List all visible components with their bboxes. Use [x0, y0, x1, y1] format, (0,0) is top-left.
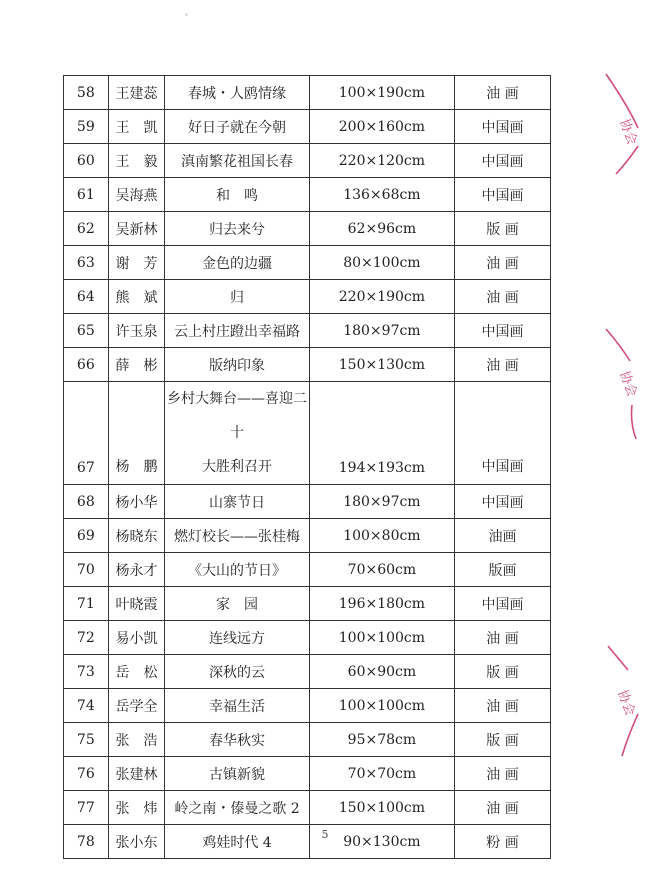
artwork-title: 和 鸣 — [165, 178, 309, 212]
artwork-size: 100×100cm — [309, 621, 454, 655]
table-row — [64, 348, 551, 382]
artwork-title-line: 大胜利召开 — [202, 459, 273, 475]
artwork-medium: 中国画 — [455, 314, 551, 348]
entry-number: 65 — [64, 314, 109, 348]
artwork-medium: 油 画 — [455, 621, 551, 655]
speck — [185, 13, 188, 16]
artist-name: 王建蕊 — [108, 76, 165, 110]
entry-number: 61 — [64, 178, 109, 212]
table-row — [64, 314, 551, 348]
table-row — [64, 178, 551, 212]
artwork-size: 150×130cm — [309, 348, 454, 382]
entry-number: 75 — [64, 723, 109, 757]
artwork-medium: 油画 — [455, 519, 551, 553]
artwork-title: 归 — [165, 280, 309, 314]
entry-number: 76 — [64, 757, 109, 791]
artwork-medium: 版画 — [455, 553, 551, 587]
entry-number: 74 — [64, 689, 109, 723]
table-row — [64, 519, 551, 553]
artwork-size: 90×130cm — [309, 825, 454, 859]
entry-number: 70 — [64, 553, 109, 587]
table-row — [64, 655, 551, 689]
artwork-medium: 油 画 — [455, 348, 551, 382]
seal-stamp-1 — [598, 66, 650, 147]
artwork-title: 深秋的云 — [165, 655, 309, 689]
artwork-medium: 油 画 — [455, 246, 551, 280]
entry-number: 72 — [64, 621, 109, 655]
artwork-title: 归去来兮 — [165, 212, 309, 246]
artwork-title-line: 乡村大舞台——喜迎二十 — [167, 391, 308, 441]
table-row — [64, 110, 551, 144]
artwork-size: 100×190cm — [309, 76, 454, 110]
artist-name: 叶晓霞 — [108, 587, 165, 621]
entry-number: 60 — [64, 144, 109, 178]
artwork-title: 金色的边疆 — [165, 246, 309, 280]
artwork-size: 100×100cm — [309, 689, 454, 723]
seal-stamp-2 — [598, 325, 650, 399]
artwork-title: 春城・人鸥情缘 — [165, 76, 309, 110]
artist-name: 易小凯 — [108, 621, 165, 655]
artist-name: 张 炜 — [108, 791, 165, 825]
artwork-medium: 粉 画 — [455, 825, 551, 859]
artwork-size: 220×190cm — [309, 280, 454, 314]
table-row — [64, 553, 551, 587]
seal-stamp-3 — [598, 640, 650, 718]
artwork-medium: 油 画 — [455, 689, 551, 723]
artwork-title: 《大山的节日》 — [165, 553, 309, 587]
artist-name: 王 凯 — [108, 110, 165, 144]
artwork-size: 95×78cm — [309, 723, 454, 757]
table-body — [64, 76, 551, 859]
entry-number: 62 — [64, 212, 109, 246]
artist-name: 杨 鹏 — [108, 382, 165, 485]
artwork-title: 版纳印象 — [165, 348, 309, 382]
artwork-title: 家 园 — [165, 587, 309, 621]
entry-number: 58 — [64, 76, 109, 110]
artwork-medium: 中国画 — [455, 144, 551, 178]
artwork-title: 滇南繁花祖国长春 — [165, 144, 309, 178]
artwork-title: 云上村庄蹬出幸福路 — [165, 314, 309, 348]
artwork-title: 春华秋实 — [165, 723, 309, 757]
artwork-size: 60×90cm — [309, 655, 454, 689]
artwork-title: 幸福生活 — [165, 689, 309, 723]
artwork-medium: 中国画 — [455, 485, 551, 519]
artwork-size: 200×160cm — [309, 110, 454, 144]
artwork-medium: 油 画 — [455, 757, 551, 791]
artist-name: 吴海燕 — [108, 178, 165, 212]
artwork-medium: 版 画 — [455, 723, 551, 757]
artwork-size: 70×70cm — [309, 757, 454, 791]
artist-name: 张 浩 — [108, 723, 165, 757]
artwork-medium: 油 画 — [455, 280, 551, 314]
artist-name: 薛 彬 — [108, 348, 165, 382]
table-row — [64, 144, 551, 178]
table-row — [64, 791, 551, 825]
artwork-size: 150×100cm — [309, 791, 454, 825]
artwork-title: 鸡娃时代 4 — [165, 825, 309, 859]
table-row — [64, 621, 551, 655]
table-row — [64, 757, 551, 791]
table-row — [64, 212, 551, 246]
entry-number: 68 — [64, 485, 109, 519]
seal-stamp-text: 协会 — [616, 369, 640, 399]
artwork-table — [63, 75, 551, 859]
seal-stamp-text: 协会 — [614, 688, 638, 718]
artwork-size: 194×193cm — [309, 382, 454, 485]
artwork-medium: 中国画 — [455, 587, 551, 621]
artist-name: 岳学全 — [108, 689, 165, 723]
artist-name: 许玉泉 — [108, 314, 165, 348]
entry-number: 64 — [64, 280, 109, 314]
table-row — [64, 689, 551, 723]
artwork-title: 山寨节日 — [165, 485, 309, 519]
artwork-medium: 中国画 — [455, 382, 551, 485]
artwork-medium: 油 画 — [455, 76, 551, 110]
artist-name: 谢 芳 — [108, 246, 165, 280]
artwork-medium: 中国画 — [455, 110, 551, 144]
artwork-size: 180×97cm — [309, 314, 454, 348]
artwork-medium: 油 画 — [455, 791, 551, 825]
artist-name: 岳 松 — [108, 655, 165, 689]
entry-number: 59 — [64, 110, 109, 144]
artwork-title: 好日子就在今朝 — [165, 110, 309, 144]
artwork-size: 62×96cm — [309, 212, 454, 246]
artwork-title: 岭之南・傣曼之歌 2 — [165, 791, 309, 825]
entry-number: 63 — [64, 246, 109, 280]
artwork-title — [165, 382, 309, 485]
entry-number: 69 — [64, 519, 109, 553]
artwork-size: 136×68cm — [309, 178, 454, 212]
seal-stamp-text: 协会 — [616, 117, 640, 147]
entry-number: 73 — [64, 655, 109, 689]
artist-name: 杨晓东 — [108, 519, 165, 553]
table-row — [64, 587, 551, 621]
artist-name: 吴新林 — [108, 212, 165, 246]
artwork-medium: 版 画 — [455, 212, 551, 246]
artwork-title: 燃灯校长——张桂梅 — [165, 519, 309, 553]
entry-number: 67 — [64, 382, 109, 485]
artwork-size: 180×97cm — [309, 485, 454, 519]
artwork-size: 70×60cm — [309, 553, 454, 587]
entry-number: 71 — [64, 587, 109, 621]
artwork-title: 连线远方 — [165, 621, 309, 655]
entry-number: 77 — [64, 791, 109, 825]
artwork-medium: 中国画 — [455, 178, 551, 212]
artwork-size: 220×120cm — [309, 144, 454, 178]
table-row — [64, 485, 551, 519]
artist-name: 杨永才 — [108, 553, 165, 587]
table-row — [64, 280, 551, 314]
artwork-size: 196×180cm — [309, 587, 454, 621]
table-row — [64, 246, 551, 280]
artist-name: 杨小华 — [108, 485, 165, 519]
artwork-title: 古镇新貌 — [165, 757, 309, 791]
page-number: 5 — [321, 828, 329, 841]
artwork-size: 100×80cm — [309, 519, 454, 553]
entry-number: 78 — [64, 825, 109, 859]
artist-name: 熊 斌 — [108, 280, 165, 314]
table-row — [64, 382, 551, 485]
table-row — [64, 76, 551, 110]
artist-name: 张小东 — [108, 825, 165, 859]
artwork-size: 80×100cm — [309, 246, 454, 280]
entry-number: 66 — [64, 348, 109, 382]
table-row — [64, 723, 551, 757]
artist-name: 张建林 — [108, 757, 165, 791]
artwork-medium: 版 画 — [455, 655, 551, 689]
artist-name: 王 毅 — [108, 144, 165, 178]
